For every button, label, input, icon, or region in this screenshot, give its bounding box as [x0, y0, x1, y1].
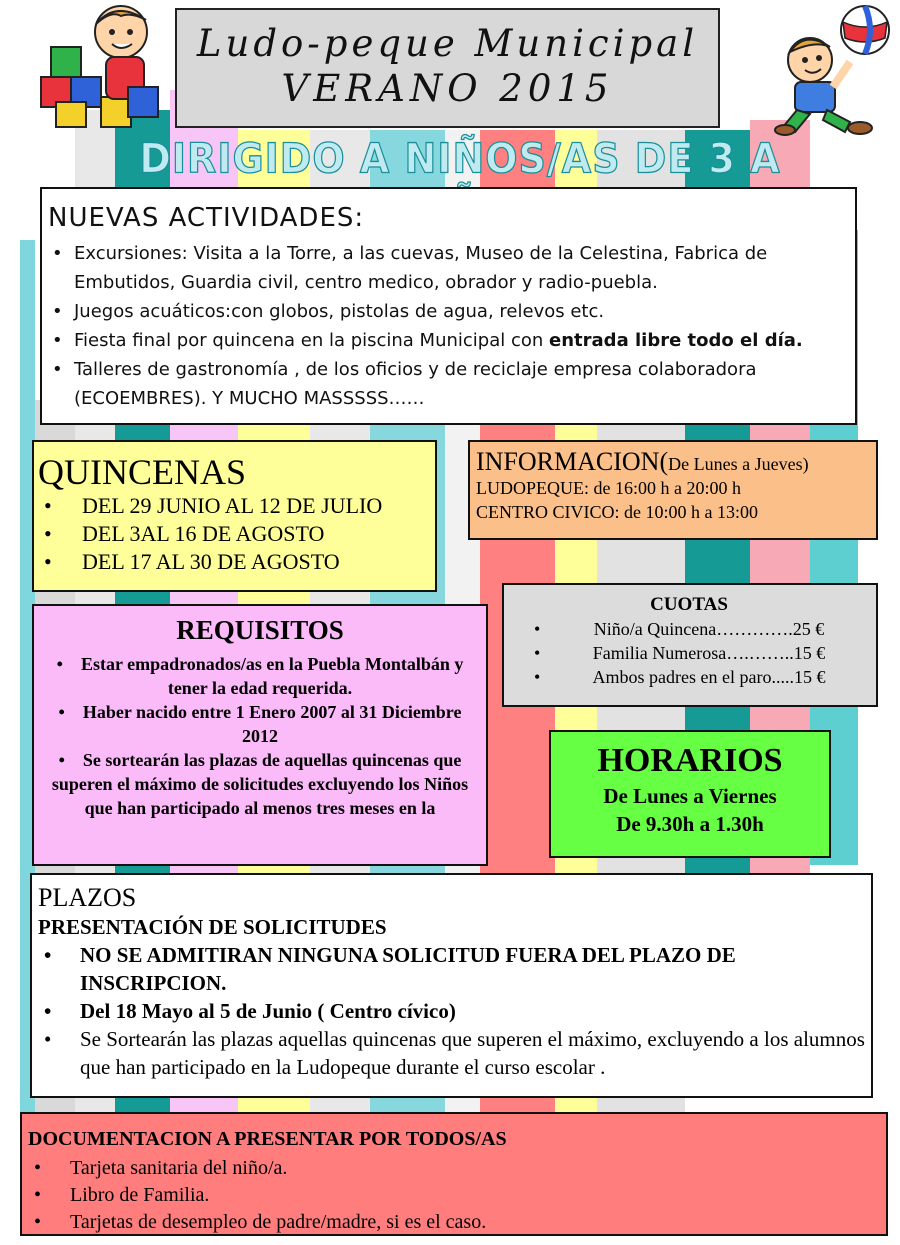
- informacion-section: [468, 440, 878, 540]
- informacion-title: [476, 447, 870, 476]
- nuevas-actividades-section: [40, 187, 857, 425]
- list-item: • Se Sortearán las plazas aquellas quincenas que superen el máximo, excluyendo a los alumnos que han participado en la Ludopeque durante el curso escolar .: [38, 1025, 865, 1081]
- list-item: • Ambos padres en el paro.....15 €: [512, 665, 866, 689]
- child-ball-illustration: [765, 2, 895, 137]
- list-item: • DEL 29 JUNIO AL 12 DE JULIO: [38, 492, 427, 520]
- list-item: • Libro de Familia.: [28, 1182, 878, 1209]
- list-item: • Tarjetas de desempleo de padre/madre, si es el caso.: [28, 1209, 878, 1236]
- nuevas-list: [48, 239, 845, 413]
- list-item: • NO SE ADMITIRAN NINGUNA SOLICITUD FUERA DEL PLAZO DE INSCRIPCION.: [38, 941, 865, 997]
- list-item: • Tarjeta sanitaria del niño/a.: [28, 1155, 878, 1182]
- plazos-title: PLAZOS: [38, 883, 137, 912]
- list-item: • DEL 17 AL 30 DE AGOSTO: [38, 548, 427, 576]
- list-item: • Talleres de gastronomía , de los oficios y de reciclaje empresa colaboradora (ECOEMBRES). Y MUCHO MASSSSS……: [48, 355, 845, 413]
- documentacion-section: [20, 1112, 888, 1236]
- list-item: • Estar empadronados/as en la Puebla Montalbán y tener la edad requerida.: [42, 652, 478, 700]
- list-item: • Del 18 Mayo al 5 de Junio ( Centro cívico): [38, 997, 865, 1025]
- nuevas-title: NUEVAS ACTIVIDADES:: [48, 203, 365, 233]
- list-item: • Juegos acuáticos:con globos, pistolas de agua, relevos etc.: [48, 297, 845, 326]
- documentacion-list: [28, 1155, 878, 1236]
- horarios-title: HORARIOS: [597, 742, 783, 779]
- requisitos-title: REQUISITOS: [176, 615, 344, 645]
- informacion-line-centro-civico: CENTRO CIVICO: de 10:00 h a 13:00: [476, 502, 758, 522]
- informacion-title-days: De Lunes a Jueves): [668, 454, 809, 474]
- list-item: • Niño/a Quincena………….25 €: [512, 617, 866, 641]
- title-box: [175, 8, 720, 128]
- plazos-list: [38, 941, 865, 1081]
- subtitle-age-range: DIRIGIDO A NIÑOS/AS DE 3 A: [139, 134, 781, 182]
- title-line-2: VERANO 2015: [281, 67, 614, 110]
- documentacion-title: DOCUMENTACION A PRESENTAR POR TODOS/AS: [28, 1128, 507, 1150]
- title-line-1: Ludo-peque Municipal: [196, 22, 699, 65]
- requisitos-section: [32, 604, 488, 866]
- list-item-bold: entrada libre todo el día.: [549, 330, 803, 351]
- horarios-days: De Lunes a Viernes: [603, 784, 777, 808]
- quincenas-list: [38, 492, 427, 576]
- quincenas-section: [32, 440, 437, 592]
- list-item-text: Fiesta final por quincena en la piscina Municipal con: [74, 330, 550, 351]
- informacion-line-ludopeque: LUDOPEQUE: de 16:00 h a 20:00 h: [476, 478, 741, 498]
- cuotas-section: [502, 583, 878, 707]
- list-item: • DEL 3AL 16 DE AGOSTO: [38, 520, 427, 548]
- plazos-subtitle: PRESENTACIÓN DE SOLICITUDES: [38, 915, 387, 939]
- child-blocks-illustration: [36, 2, 166, 132]
- list-item: • Se sortearán las plazas de aquellas quincenas que superen el máximo de solicitudes excluyendo los Niños que han participado al menos tres meses en la: [42, 748, 478, 820]
- horarios-hours: De 9.30h a 1.30h: [616, 812, 764, 836]
- cuotas-list: [512, 617, 866, 689]
- horarios-section: [549, 730, 831, 858]
- list-item: [48, 326, 845, 355]
- list-item: • Excursiones: Visita a la Torre, a las cuevas, Museo de la Celestina, Fabrica de Embutidos, Guardia civil, centro medico, obrador y radio-puebla.: [48, 239, 845, 297]
- list-item: • Familia Numerosa….……..15 €: [512, 641, 866, 665]
- quincenas-title: QUINCENAS: [38, 452, 247, 492]
- cuotas-title: CUOTAS: [650, 594, 728, 615]
- requisitos-list: [42, 652, 478, 820]
- plazos-section: [30, 873, 873, 1098]
- list-item: • Haber nacido entre 1 Enero 2007 al 31 Diciembre 2012: [42, 700, 478, 748]
- informacion-title-main: INFORMACION(: [476, 447, 669, 476]
